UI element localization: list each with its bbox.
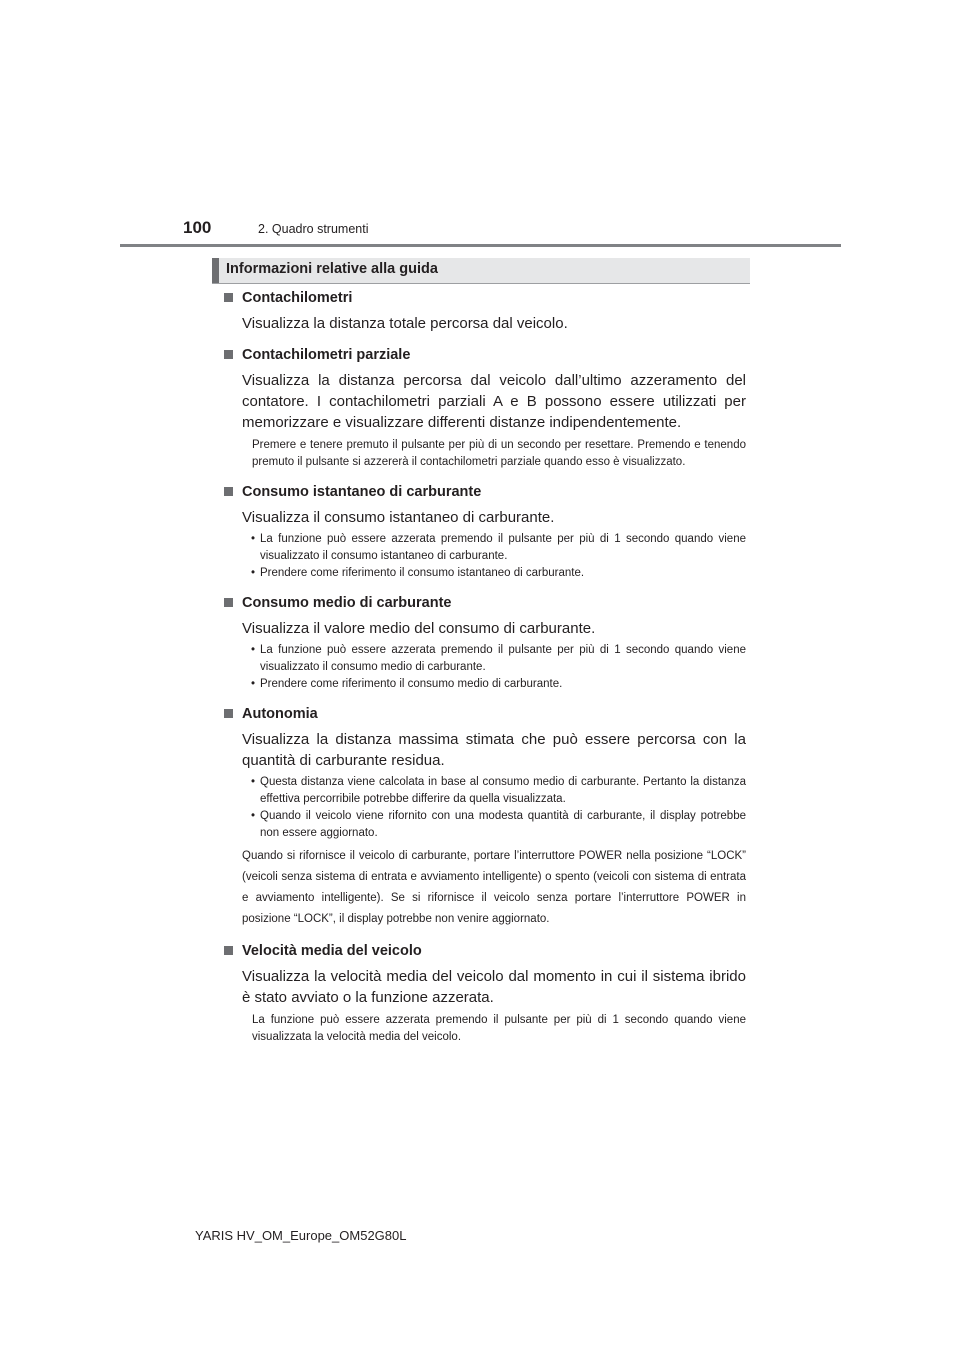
header-divider bbox=[120, 244, 841, 247]
square-bullet-icon bbox=[224, 293, 233, 302]
item-heading-contachilometri bbox=[222, 288, 746, 308]
bullet-item: • Quando il veicolo viene rifornito con una modesta quantità di carburante, il display potrebbe non essere aggiornato. bbox=[252, 808, 746, 842]
page-number: 100 bbox=[183, 218, 212, 237]
chapter-title: 2. Quadro strumenti bbox=[258, 222, 369, 236]
square-bullet-icon bbox=[224, 350, 233, 359]
item-text: Visualizza la distanza percorsa dal veicolo dall’ultimo azzeramento del contatore. I contachilometri parziali A e B possono essere utilizzati per memorizzare e visualizzare differenti distanze indipendentemente. bbox=[242, 372, 746, 431]
bullet-item: • Prendere come riferimento il consumo medio di carburante. bbox=[252, 676, 746, 693]
bullet-list bbox=[222, 642, 746, 693]
bullet-item: • La funzione può essere azzerata premendo il pulsante per più di 1 secondo quando viene visualizzato il consumo medio di carburante. bbox=[252, 642, 746, 676]
item-paragraph: Quando si rifornisce il veicolo di carburante, portare l’interruttore POWER nella posizione “LOCK” (veicoli senza sistema di entrata e avviamento intelligente) o spento (veicoli con sistema di entrata e avviamento intelligente). Se si rifornisce il veicolo senza portare l’interruttore POWER in posizione “LOCK”, il display potrebbe non venire aggiornato. bbox=[242, 850, 746, 925]
item-text: Visualizza il valore medio del consumo di carburante. bbox=[242, 620, 596, 637]
square-bullet-icon bbox=[224, 709, 233, 718]
item-heading-velocita-media bbox=[222, 941, 746, 961]
bullet-item: • Prendere come riferimento il consumo istantaneo di carburante. bbox=[252, 565, 746, 582]
square-bullet-icon bbox=[224, 946, 233, 955]
content bbox=[222, 288, 746, 1046]
item-heading-text: Consumo istantaneo di carburante bbox=[242, 484, 482, 500]
footer-doc-id: YARIS HV_OM_Europe_OM52G80L bbox=[195, 1228, 407, 1243]
item-note: La funzione può essere azzerata premendo il pulsante per più di 1 secondo quando viene visualizzata la velocità media del veicolo. bbox=[252, 1014, 746, 1043]
item-heading-text: Autonomia bbox=[242, 706, 318, 722]
bullet-list bbox=[222, 531, 746, 582]
item-text: Visualizza il consumo istantaneo di carburante. bbox=[242, 509, 555, 526]
item-heading-text: Contachilometri parziale bbox=[242, 347, 411, 363]
square-bullet-icon bbox=[224, 598, 233, 607]
item-heading-consumo-medio bbox=[222, 593, 746, 613]
item-heading-text: Consumo medio di carburante bbox=[242, 595, 452, 611]
item-heading-consumo-istantaneo bbox=[222, 482, 746, 502]
item-heading-text: Contachilometri bbox=[242, 290, 353, 306]
section-header bbox=[212, 258, 750, 284]
item-heading-autonomia bbox=[222, 704, 746, 724]
item-heading-contachilometri-parziale bbox=[222, 345, 746, 365]
item-note: Premere e tenere premuto il pulsante per più di un secondo per resettare. Premendo e tenendo premuto il pulsante si azzererà il contachilometri parziale quando esso è visualizzato. bbox=[252, 439, 746, 468]
bullet-item: • La funzione può essere azzerata premendo il pulsante per più di 1 secondo quando viene visualizzato il consumo istantaneo di carburante. bbox=[252, 531, 746, 565]
section-title: Informazioni relative alla guida bbox=[226, 261, 438, 277]
item-text: Visualizza la distanza massima stimata che può essere percorsa con la quantità di carburante residua. bbox=[242, 731, 746, 769]
item-text: Visualizza la velocità media del veicolo dal momento in cui il sistema ibrido è stato avviato o la funzione azzerata. bbox=[242, 968, 746, 1006]
section-accent bbox=[212, 258, 219, 283]
bullet-list bbox=[222, 774, 746, 842]
bullet-item: • Questa distanza viene calcolata in base al consumo medio di carburante. Pertanto la distanza effettiva percorribile potrebbe differire da quella visualizzata. bbox=[252, 774, 746, 808]
square-bullet-icon bbox=[224, 487, 233, 496]
item-heading-text: Velocità media del veicolo bbox=[242, 943, 422, 959]
item-text: Visualizza la distanza totale percorsa dal veicolo. bbox=[242, 315, 568, 332]
